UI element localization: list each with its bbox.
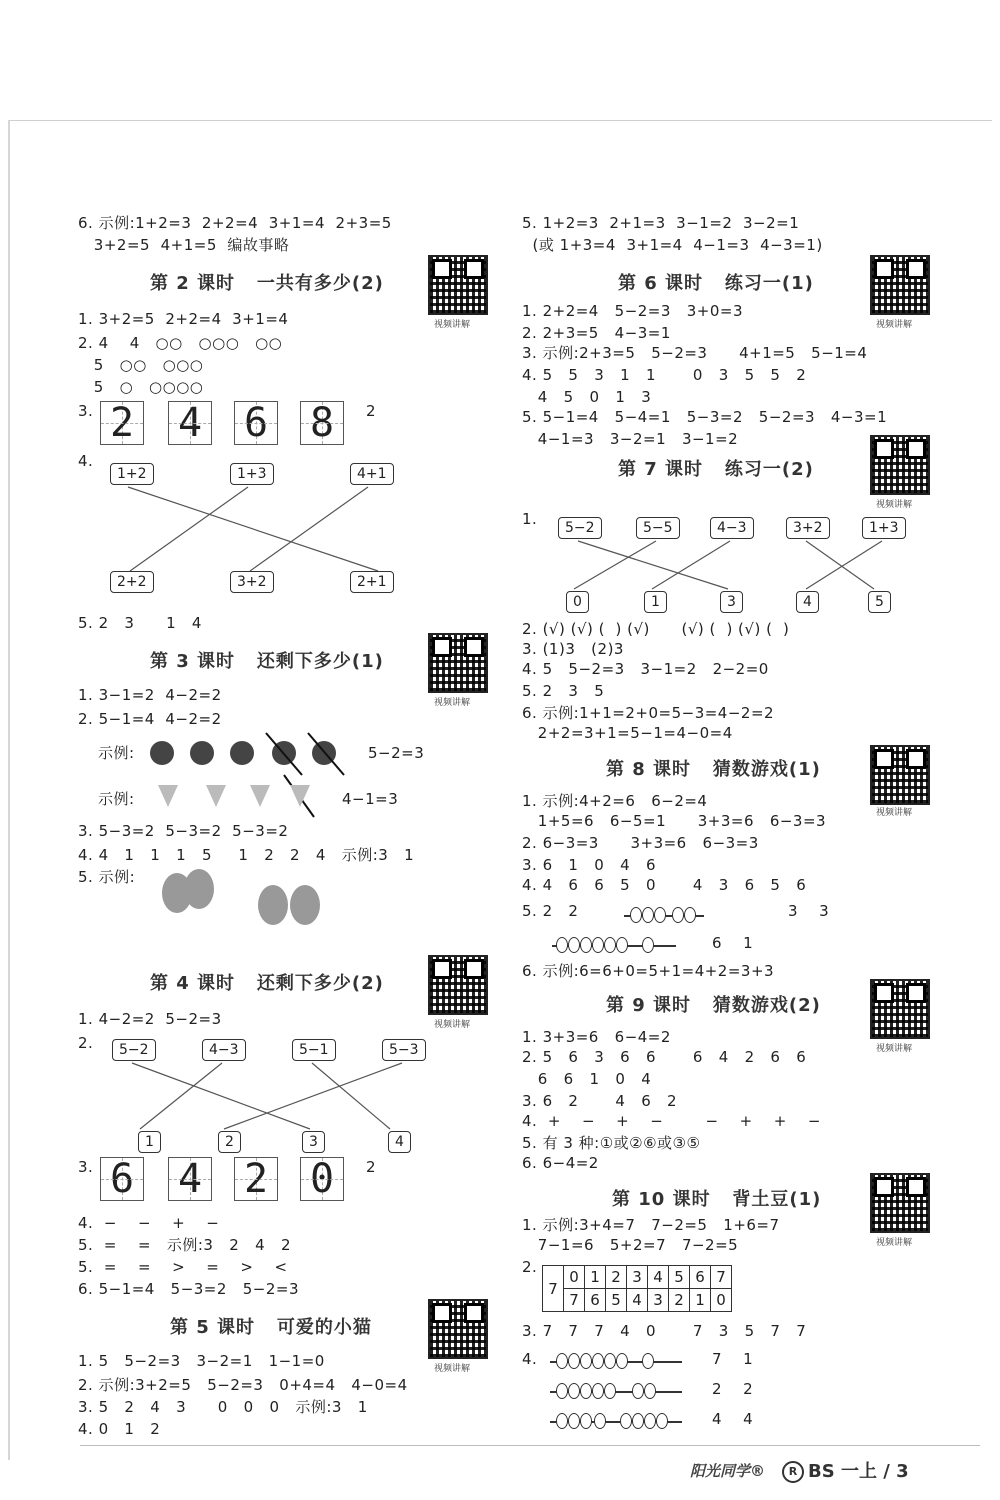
l9-q1: 1. 3+3=6 6−4=2 <box>522 1028 671 1046</box>
answer-p6-line1: 6. 示例:1+2=3 2+2=4 3+1=4 2+3=5 <box>78 214 392 232</box>
table-cell: 5 <box>669 1266 690 1289</box>
table-cell: 0 <box>564 1266 585 1289</box>
l2-q3-label: 3. <box>78 402 94 420</box>
number-split-table <box>542 1265 732 1312</box>
qr-code-icon[interactable] <box>870 745 930 805</box>
l7-q4: 4. 5 5−2=3 3−1=2 2−2=0 <box>522 660 769 678</box>
abacus-bead <box>594 1413 606 1429</box>
expr-box: 4−3 <box>202 1039 246 1061</box>
lesson-8-title: 第 8 课时 猜数游戏(1) <box>606 759 821 780</box>
l7-q3: 3. (1)3 (2)3 <box>522 640 624 658</box>
abacus-bead <box>644 1413 656 1429</box>
abacus-bead <box>642 1353 654 1369</box>
expr-box: 5−1 <box>292 1039 336 1061</box>
l6-q5a: 5. 5−1=4 5−4=1 5−3=2 5−2=3 4−3=1 <box>522 408 888 426</box>
l4-q1: 1. 4−2=2 5−2=3 <box>78 1010 222 1028</box>
l4-q5: 5. = = 示例:3 2 4 2 <box>78 1236 292 1254</box>
l8-q1b: 1+5=6 6−5=1 3+3=6 6−3=3 <box>522 812 827 830</box>
l3-example1-label: 示例: <box>98 744 135 762</box>
table-cell: 2 <box>669 1289 690 1312</box>
l10-q3: 3. 7 7 7 4 0 7 3 5 7 7 <box>522 1322 807 1340</box>
footer-rule <box>80 1445 980 1446</box>
abacus-bead <box>568 1383 580 1399</box>
number-box: 3 <box>302 1131 325 1153</box>
qr-caption: 视频讲解 <box>434 1364 471 1374</box>
l10-q4-row1: 7 1 <box>712 1350 754 1368</box>
l8-q6: 6. 示例:6=6+0=5+1=4+2=3+3 <box>522 962 775 980</box>
l6-q1: 1. 2+2=4 5−2=3 3+0=3 <box>522 302 743 320</box>
qr-caption: 视频讲解 <box>876 1044 913 1054</box>
lesson-10-title: 第 10 课时 背土豆(1) <box>612 1189 822 1210</box>
l5-q2: 2. 示例:3+2=5 5−2=3 0+4=4 4−0=4 <box>78 1376 408 1394</box>
table-cell: 7 <box>711 1266 732 1289</box>
l5-q3: 3. 5 2 4 3 0 0 0 示例:3 1 <box>78 1398 368 1416</box>
matching-lines <box>78 205 498 1205</box>
table-cell: 4 <box>627 1289 648 1312</box>
number-box: 5 <box>868 591 891 613</box>
abacus-bead <box>604 1383 616 1399</box>
abacus-bead <box>604 1353 616 1369</box>
page-top-rule <box>8 120 992 121</box>
l3-example2-label: 示例: <box>98 790 135 808</box>
abacus-bead <box>580 937 592 953</box>
l4-q3-label: 3. <box>78 1158 94 1176</box>
l9-q6: 6. 6−4=2 <box>522 1154 599 1172</box>
l8-q5-row2: 6 1 <box>712 934 754 952</box>
expr-box: 1+3 <box>230 463 274 485</box>
l8-q1a: 1. 示例:4+2=6 6−2=4 <box>522 792 708 810</box>
grid-digit: 6 <box>243 400 269 446</box>
l3-q1: 1. 3−1=2 4−2=2 <box>78 686 222 704</box>
l7-q1-label: 1. <box>522 510 538 528</box>
abacus-bead <box>630 907 642 923</box>
abacus-bead <box>556 1413 568 1429</box>
number-box: 3 <box>720 591 743 613</box>
grid-digit: 4 <box>177 1156 203 1202</box>
page-number: 一上 / 3 <box>840 1461 909 1482</box>
abacus-bead <box>632 1383 644 1399</box>
table-cell: 6 <box>690 1266 711 1289</box>
abacus-bead <box>604 937 616 953</box>
l9-q2b: 6 6 1 0 4 <box>522 1070 652 1088</box>
table-cell: 0 <box>711 1289 732 1312</box>
table-cell: 5 <box>606 1289 627 1312</box>
expr-box: 1+3 <box>862 517 906 539</box>
grid-digit: 2 <box>109 400 135 446</box>
number-box: 2 <box>218 1131 241 1153</box>
qr-caption: 视频讲解 <box>434 1020 471 1030</box>
number-box: 4 <box>388 1131 411 1153</box>
expr-box: 2+1 <box>350 571 394 593</box>
qr-code-icon[interactable] <box>428 1299 488 1359</box>
table-cell: 6 <box>585 1289 606 1312</box>
writing-grid <box>234 1157 278 1201</box>
l3-q3: 3. 5−3=2 5−3=2 5−3=2 <box>78 822 289 840</box>
l10-q2-label: 2. <box>522 1258 538 1276</box>
abacus-bead <box>580 1413 592 1429</box>
l3-q4: 4. 4 1 1 1 5 1 2 2 4 示例:3 1 <box>78 846 415 864</box>
qr-code-icon[interactable] <box>870 979 930 1039</box>
l10-q4-row2: 2 2 <box>712 1380 754 1398</box>
expr-box: 5−2 <box>112 1039 156 1061</box>
qr-code-icon[interactable] <box>870 1173 930 1233</box>
l3-q2: 2. 5−1=4 4−2=2 <box>78 710 222 728</box>
l8-q2: 2. 6−3=3 3+3=6 6−3=3 <box>522 834 759 852</box>
l7-q5: 5. 2 3 5 <box>522 682 605 700</box>
expr-box: 3+2 <box>786 517 830 539</box>
l2-q5: 5. 2 3 1 4 <box>78 614 202 632</box>
abacus-bead <box>568 1353 580 1369</box>
l9-q3: 3. 6 2 4 6 2 <box>522 1092 678 1110</box>
writing-grid <box>168 1157 212 1201</box>
l2-q2b: 5 ○○ ○○○ <box>78 356 204 374</box>
writing-grid <box>100 1157 144 1201</box>
abacus-bead <box>568 1413 580 1429</box>
expr-box: 5−2 <box>558 517 602 539</box>
abacus-bead <box>592 1383 604 1399</box>
abacus-bead <box>644 1383 656 1399</box>
l8-q5: 5. 2 2 <box>522 902 579 920</box>
abacus-bead <box>672 907 684 923</box>
l4-q2-label: 2. <box>78 1034 94 1052</box>
number-box: 1 <box>138 1131 161 1153</box>
lesson-3-title: 第 3 课时 还剩下多少(1) <box>150 651 384 672</box>
writing-grid <box>300 1157 344 1201</box>
abacus-bead <box>556 937 568 953</box>
l8-q4: 4. 4 6 6 5 0 4 3 6 5 6 <box>522 876 807 894</box>
publisher-logo: 阳光同学® <box>690 1462 766 1480</box>
expr-box: 4+1 <box>350 463 394 485</box>
table-cell: 7 <box>564 1289 585 1312</box>
l4-q6a: 5. = = > = > < <box>78 1258 288 1276</box>
l5-q4: 4. 0 1 2 <box>78 1420 161 1438</box>
l6-q4a: 4. 5 5 3 1 1 0 3 5 5 2 <box>522 366 807 384</box>
l10-q4-label: 4. <box>522 1350 538 1368</box>
expr-box: 5−3 <box>382 1039 426 1061</box>
l2-q2a: 2. 4 4 ○○ ○○○ ○○ <box>78 334 283 352</box>
table-cell: 1 <box>585 1266 606 1289</box>
l3-q5: 5. 示例: <box>78 868 136 886</box>
l8-q3: 3. 6 1 0 4 6 <box>522 856 657 874</box>
lesson-9-title: 第 9 课时 猜数游戏(2) <box>606 995 821 1016</box>
qr-caption: 视频讲解 <box>434 698 471 708</box>
number-box: 0 <box>566 591 589 613</box>
l6-q4b: 4 5 0 1 3 <box>522 388 652 406</box>
qr-caption: 视频讲解 <box>434 320 471 330</box>
abacus-bead <box>616 1353 628 1369</box>
expr-box: 2+2 <box>110 571 154 593</box>
page-left-rule <box>8 120 10 1460</box>
l7-q6b: 2+2=3+1=5−1=4−0=4 <box>522 724 733 742</box>
abacus-bead <box>556 1353 568 1369</box>
abacus-bead <box>616 937 628 953</box>
abacus-bead <box>654 907 666 923</box>
l4-q4: 4. − − + − <box>78 1214 220 1232</box>
l10-q4-row3: 4 4 <box>712 1410 754 1428</box>
l2-q3-extra: 2 <box>366 402 377 420</box>
table-cell: 4 <box>648 1266 669 1289</box>
qr-caption: 视频讲解 <box>876 1238 913 1248</box>
grid-digit: 8 <box>309 400 335 446</box>
abacus-bead <box>580 1383 592 1399</box>
table-cell: 3 <box>648 1289 669 1312</box>
table-cell: 1 <box>690 1289 711 1312</box>
l2-q2c: 5 ○ ○○○○ <box>78 378 204 396</box>
grid-digit: 2 <box>243 1156 269 1202</box>
l5-q1: 1. 5 5−2=3 3−2=1 1−1=0 <box>78 1352 325 1370</box>
expr-box: 1+2 <box>110 463 154 485</box>
number-box: 1 <box>644 591 667 613</box>
l7-q2: 2. (√) (√) ( ) (√) (√) ( ) (√) ( ) <box>522 620 790 638</box>
answer-p6-line2: 3+2=5 4+1=5 编故事略 <box>78 236 290 254</box>
number-box: 4 <box>796 591 819 613</box>
l7-q6a: 6. 示例:1+1=2+0=5−3=4−2=2 <box>522 704 775 722</box>
l4-q3-extra: 2 <box>366 1158 377 1176</box>
lesson-2-title: 第 2 课时 一共有多少(2) <box>150 273 384 294</box>
l3-example2-eq: 4−1=3 <box>342 790 399 808</box>
lesson-5-title: 第 5 课时 可爱的小猫 <box>170 1317 372 1338</box>
abacus-bead <box>642 907 654 923</box>
edition-code: BS <box>808 1461 835 1482</box>
l6-q3: 3. 示例:2+3=5 5−2=3 4+1=5 5−1=4 <box>522 344 868 362</box>
l2-q1: 1. 3+2=5 2+2=4 3+1=4 <box>78 310 289 328</box>
qr-caption: 视频讲解 <box>876 320 913 330</box>
l8-q5-row1: 3 3 <box>788 902 830 920</box>
abacus-bead <box>684 907 696 923</box>
l6-q5b: 4−1=3 3−2=1 3−1=2 <box>522 430 739 448</box>
grid-digit: 6 <box>109 1156 135 1202</box>
l4-q6b: 6. 5−1=4 5−3=2 5−2=3 <box>78 1280 299 1298</box>
abacus-bead <box>580 1353 592 1369</box>
qr-caption: 视频讲解 <box>876 808 913 818</box>
l6-q2: 2. 2+3=5 4−3=1 <box>522 324 671 342</box>
abacus-bead <box>592 1353 604 1369</box>
lesson-4-title: 第 4 课时 还剩下多少(2) <box>150 973 384 994</box>
l10-q1a: 1. 示例:3+4=7 7−2=5 1+6=7 <box>522 1216 780 1234</box>
lesson-7-title: 第 7 课时 练习一(2) <box>618 459 814 480</box>
l9-q5: 5. 有 3 种:①或②⑥或③⑤ <box>522 1134 701 1152</box>
answer-p5-line2: (或 1+3=4 3+1=4 4−1=3 4−3=1) <box>522 236 823 254</box>
abacus-bead <box>568 937 580 953</box>
qr-caption: 视频讲解 <box>876 500 913 510</box>
grid-digit: 4 <box>177 400 203 446</box>
abacus-bead <box>632 1413 644 1429</box>
expr-box: 3+2 <box>230 571 274 593</box>
table-cell: 2 <box>606 1266 627 1289</box>
page-footer <box>782 1457 909 1483</box>
l9-q4: 4. + − + − − + + − <box>522 1112 821 1130</box>
abacus-bead <box>656 1413 668 1429</box>
grid-digit: 0 <box>309 1156 335 1202</box>
l2-q4-label: 4. <box>78 452 94 470</box>
lesson-6-title: 第 6 课时 练习一(1) <box>618 273 814 294</box>
abacus-bead <box>620 1413 632 1429</box>
edition-badge-icon: R <box>782 1461 804 1483</box>
expr-box: 5−5 <box>636 517 680 539</box>
l3-example1-eq: 5−2=3 <box>368 744 425 762</box>
abacus-bead <box>642 937 654 953</box>
table-cell: 7 <box>543 1266 564 1312</box>
expr-box: 4−3 <box>710 517 754 539</box>
abacus-bead <box>556 1383 568 1399</box>
abacus-bead <box>592 937 604 953</box>
l10-q1b: 7−1=6 5+2=7 7−2=5 <box>522 1236 739 1254</box>
answer-p5-line1: 5. 1+2=3 2+1=3 3−1=2 3−2=1 <box>522 214 800 232</box>
table-cell: 3 <box>627 1266 648 1289</box>
l9-q2a: 2. 5 6 3 6 6 6 4 2 6 6 <box>522 1048 807 1066</box>
